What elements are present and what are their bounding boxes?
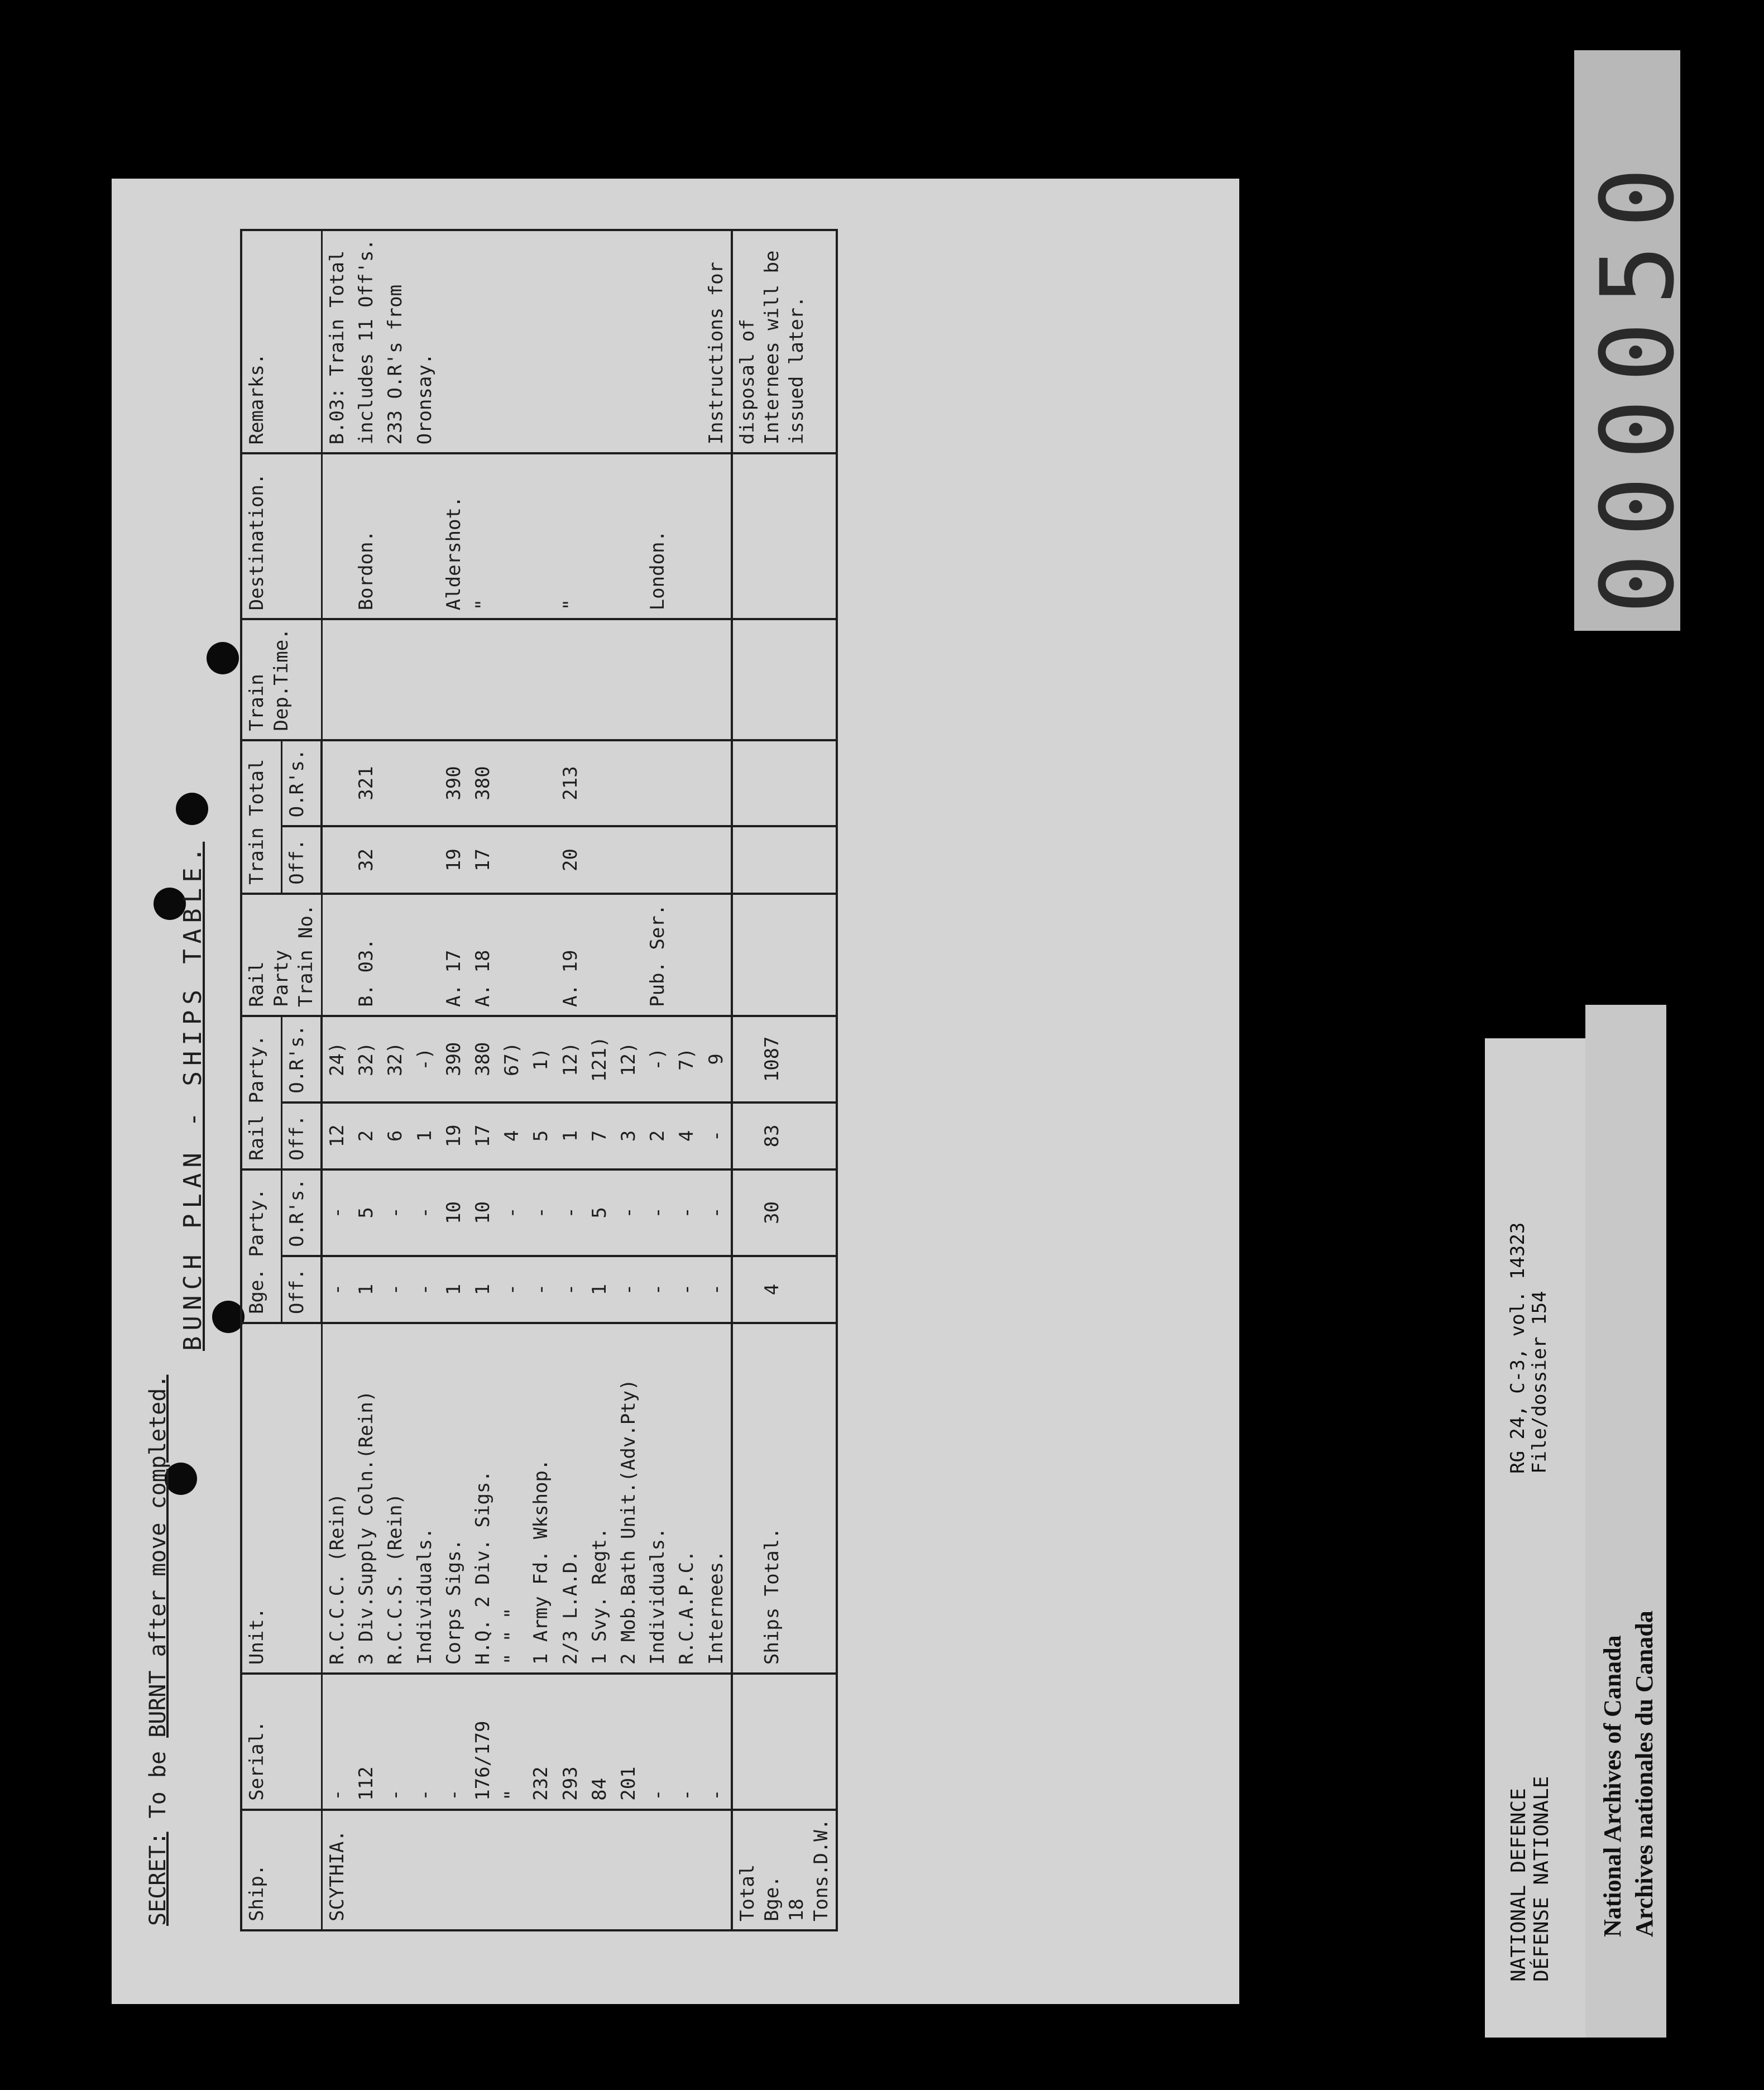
- cell-tt-off: [585, 826, 614, 893]
- table-row: [352, 230, 381, 1930]
- cell-unit: H.Q. 2 Div. Sigs.: [468, 1323, 497, 1674]
- cell-remarks: [468, 230, 497, 454]
- table-row: [497, 230, 526, 1930]
- cell-rail-or: 7): [672, 1016, 701, 1102]
- rotated-document: [89, 229, 1116, 1937]
- header-bge-party: Bge. Party.: [241, 1169, 281, 1323]
- cell-remarks: Instructions for: [702, 230, 732, 454]
- secret-notice: [145, 1375, 171, 1926]
- cell-bge-or: 10: [439, 1169, 468, 1256]
- cell-unit: Individuals.: [643, 1323, 672, 1674]
- cell-tt-or: [410, 740, 439, 827]
- cell-dep: [643, 619, 672, 740]
- table-row: [556, 230, 585, 1930]
- cell-unit: R.C.C.C. (Rein): [322, 1323, 352, 1674]
- cell-ship: [526, 1810, 555, 1930]
- cell-remarks: [672, 230, 701, 454]
- cell-unit: R.C.C.S. (Rein): [381, 1323, 410, 1674]
- cell-dest: ": [556, 454, 585, 620]
- cell-bge-off: -: [322, 1256, 352, 1323]
- cell-bge-or: 10: [468, 1169, 497, 1256]
- cell-bge-off: 1: [352, 1256, 381, 1323]
- table-row: [526, 230, 555, 1930]
- table-row: [468, 230, 497, 1930]
- table-row: [614, 230, 643, 1930]
- cell-bge-off: -: [614, 1256, 643, 1323]
- cell-dep: [702, 619, 732, 740]
- cell-rail-or: -): [410, 1016, 439, 1102]
- total-bge-or: 30: [732, 1169, 837, 1256]
- nd-label: [1507, 1776, 1554, 1982]
- cell-rail-off: 4: [497, 1102, 526, 1169]
- total-tt-off: [732, 826, 837, 893]
- cell-dep: [439, 619, 468, 740]
- cell-tt-or: 213: [556, 740, 585, 827]
- total-bge-off: 4: [732, 1256, 837, 1323]
- total-tt-or: [732, 740, 837, 827]
- cell-dep: [352, 619, 381, 740]
- cell-tt-or: [322, 740, 352, 827]
- cell-remarks: includes 11 Off's.: [352, 230, 381, 454]
- cell-rail-off: 17: [468, 1102, 497, 1169]
- cell-bge-off: -: [497, 1256, 526, 1323]
- cell-bge-or: -: [702, 1169, 732, 1256]
- total-ship: Total Bge. 18 Tons.D.W.: [732, 1810, 837, 1930]
- secret-burnt: BURNT: [145, 1670, 171, 1738]
- cell-bge-or: -: [410, 1169, 439, 1256]
- cell-tt-or: [702, 740, 732, 827]
- cell-dest: [702, 454, 732, 620]
- cell-train-no: [322, 894, 352, 1016]
- cell-dest: [322, 454, 352, 620]
- cell-ship: [352, 1810, 381, 1930]
- cell-remarks: [556, 230, 585, 454]
- cell-dep: [526, 619, 555, 740]
- archive-reference: [1507, 1223, 1551, 1474]
- table-row: [439, 230, 468, 1930]
- cell-unit: Internees.: [702, 1323, 732, 1674]
- cell-train-no: [381, 894, 410, 1016]
- total-rail-off: 83: [732, 1102, 837, 1169]
- cell-bge-off: 1: [585, 1256, 614, 1323]
- cell-rail-off: 3: [614, 1102, 643, 1169]
- cell-train-no: A. 19: [556, 894, 585, 1016]
- cell-rail-off: 6: [381, 1102, 410, 1169]
- cell-serial: -: [410, 1674, 439, 1810]
- table-row: [322, 230, 352, 1930]
- secret-rest: after move completed.: [145, 1374, 171, 1671]
- cell-serial: -: [381, 1674, 410, 1810]
- cell-remarks: [614, 230, 643, 454]
- cell-dest: [526, 454, 555, 620]
- cell-remarks: B.03: Train Total: [322, 230, 352, 454]
- cell-dep: [585, 619, 614, 740]
- cell-tt-off: [702, 826, 732, 893]
- cell-bge-or: -: [526, 1169, 555, 1256]
- header-unit: Unit.: [241, 1323, 322, 1674]
- cell-remarks: [643, 230, 672, 454]
- na-line1: National Archives of Canada: [1599, 1635, 1626, 1937]
- header-serial: Serial.: [241, 1674, 322, 1810]
- cell-bge-off: -: [556, 1256, 585, 1323]
- header-train-no: Rail Party Train No.: [241, 894, 322, 1016]
- na-line2: Archives nationales du Canada: [1631, 1610, 1658, 1937]
- header-destination: Destination.: [241, 454, 322, 620]
- cell-rail-off: 4: [672, 1102, 701, 1169]
- cell-bge-off: -: [643, 1256, 672, 1323]
- cell-rail-or: 32): [381, 1016, 410, 1102]
- cell-tt-or: [381, 740, 410, 827]
- cell-rail-off: 12: [322, 1102, 352, 1169]
- cell-tt-off: [614, 826, 643, 893]
- cell-unit: Corps Sigs.: [439, 1323, 468, 1674]
- cell-train-no: [702, 894, 732, 1016]
- nd-line2: DÉFENSE NATIONALE: [1530, 1776, 1554, 1982]
- cell-rail-or: 9: [702, 1016, 732, 1102]
- cell-serial: 201: [614, 1674, 643, 1810]
- secret-text: To be: [145, 1737, 171, 1832]
- cell-tt-or: [497, 740, 526, 827]
- cell-rail-or: 32): [352, 1016, 381, 1102]
- cell-rail-or: 24): [322, 1016, 352, 1102]
- cell-unit: " " ": [497, 1323, 526, 1674]
- cell-remarks: [439, 230, 468, 454]
- cell-unit: 1 Army Fd. Wkshop.: [526, 1323, 555, 1674]
- cell-serial: -: [672, 1674, 701, 1810]
- cell-serial: -: [643, 1674, 672, 1810]
- cell-tt-or: 390: [439, 740, 468, 827]
- cell-dest: [381, 454, 410, 620]
- cell-tt-off: 19: [439, 826, 468, 893]
- cell-rail-off: 1: [410, 1102, 439, 1169]
- cell-rail-off: 19: [439, 1102, 468, 1169]
- cell-ship: [497, 1810, 526, 1930]
- cell-ship: [702, 1810, 732, 1930]
- cell-dest: [497, 454, 526, 620]
- cell-serial: 84: [585, 1674, 614, 1810]
- header-ship: Ship.: [241, 1810, 322, 1930]
- cell-dep: [614, 619, 643, 740]
- cell-rail-or: 380: [468, 1016, 497, 1102]
- cell-dest: London.: [643, 454, 672, 620]
- cell-serial: -: [322, 1674, 352, 1810]
- cell-rail-or: 12): [556, 1016, 585, 1102]
- cell-ship: SCYTHIA.: [322, 1810, 352, 1930]
- cell-train-no: A. 17: [439, 894, 468, 1016]
- cell-rail-off: 7: [585, 1102, 614, 1169]
- total-train-no: [732, 894, 837, 1016]
- cell-dest: Bordon.: [352, 454, 381, 620]
- cell-unit: R.C.A.P.C.: [672, 1323, 701, 1674]
- cell-serial: -: [439, 1674, 468, 1810]
- header-tt-off: Off.: [281, 826, 322, 893]
- cell-bge-off: -: [672, 1256, 701, 1323]
- cell-serial: 176/179: [468, 1674, 497, 1810]
- cell-bge-off: 1: [439, 1256, 468, 1323]
- cell-rail-or: 121): [585, 1016, 614, 1102]
- total-serial: [732, 1674, 837, 1810]
- cell-ship: [468, 1810, 497, 1930]
- cell-bge-off: -: [702, 1256, 732, 1323]
- cell-serial: -: [702, 1674, 732, 1810]
- cell-train-no: [614, 894, 643, 1016]
- cell-rail-off: 5: [526, 1102, 555, 1169]
- cell-dep: [410, 619, 439, 740]
- cell-remarks: [526, 230, 555, 454]
- cell-dep: [556, 619, 585, 740]
- table-row: [585, 230, 614, 1930]
- total-rail-or: 1087: [732, 1016, 837, 1102]
- cell-rail-off: -: [702, 1102, 732, 1169]
- archive-ref-line1: RG 24, C-3, vol. 14323: [1507, 1222, 1529, 1474]
- cell-tt-or: [614, 740, 643, 827]
- cell-bge-or: 5: [352, 1169, 381, 1256]
- na-label: [1597, 1610, 1660, 1937]
- cell-tt-off: 32: [352, 826, 381, 893]
- cell-train-no: A. 18: [468, 894, 497, 1016]
- cell-train-no: [410, 894, 439, 1016]
- cell-serial: ": [497, 1674, 526, 1810]
- cell-tt-off: [643, 826, 672, 893]
- cell-unit: 2 Mob.Bath Unit.(Adv.Pty): [614, 1323, 643, 1674]
- cell-ship: [614, 1810, 643, 1930]
- header-rail-ors: O.R's.: [281, 1016, 322, 1102]
- archive-ref-line2: File/dossier 154: [1528, 1291, 1551, 1474]
- cell-bge-off: -: [381, 1256, 410, 1323]
- cell-rail-or: 12): [614, 1016, 643, 1102]
- cell-bge-or: -: [322, 1169, 352, 1256]
- header-bge-off: Off.: [281, 1256, 322, 1323]
- cell-ship: [381, 1810, 410, 1930]
- cell-rail-off: 2: [352, 1102, 381, 1169]
- total-remarks: disposal of Internees will be issued later.: [732, 230, 837, 454]
- cell-dest: [672, 454, 701, 620]
- secret-label: SECRET:: [145, 1832, 171, 1926]
- cell-tt-or: 380: [468, 740, 497, 827]
- cell-ship: [585, 1810, 614, 1930]
- table-body: [322, 230, 732, 1930]
- cell-train-no: Pub. Ser.: [643, 894, 672, 1016]
- table-row: [410, 230, 439, 1930]
- cell-dest: [585, 454, 614, 620]
- cell-train-no: [497, 894, 526, 1016]
- cell-unit: 1 Svy. Regt.: [585, 1323, 614, 1674]
- cell-remarks: Oronsay.: [410, 230, 439, 454]
- table-row: [643, 230, 672, 1930]
- cell-tt-or: 321: [352, 740, 381, 827]
- cell-remarks: [497, 230, 526, 454]
- header-remarks: Remarks.: [241, 230, 322, 454]
- header-bge-ors: O.R's.: [281, 1169, 322, 1256]
- cell-rail-or: 67): [497, 1016, 526, 1102]
- cell-unit: 2/3 L.A.D.: [556, 1323, 585, 1674]
- cell-tt-off: [322, 826, 352, 893]
- cell-dest: [614, 454, 643, 620]
- cell-serial: 232: [526, 1674, 555, 1810]
- cell-bge-off: -: [526, 1256, 555, 1323]
- cell-tt-or: [643, 740, 672, 827]
- cell-bge-or: 5: [585, 1169, 614, 1256]
- cell-remarks: [585, 230, 614, 454]
- cell-dep: [322, 619, 352, 740]
- cell-rail-or: -): [643, 1016, 672, 1102]
- nd-line1: NATIONAL DEFENCE: [1507, 1788, 1530, 1982]
- cell-bge-or: -: [556, 1169, 585, 1256]
- cell-dep: [381, 619, 410, 740]
- cell-tt-off: [672, 826, 701, 893]
- cell-train-no: [672, 894, 701, 1016]
- cell-tt-off: [497, 826, 526, 893]
- cell-tt-off: 17: [468, 826, 497, 893]
- cell-train-no: [585, 894, 614, 1016]
- header-dep-time: Train Dep.Time.: [241, 619, 322, 740]
- cell-tt-or: [672, 740, 701, 827]
- cell-ship: [439, 1810, 468, 1930]
- cell-bge-off: 1: [468, 1256, 497, 1323]
- cell-unit: 3 Div.Supply Coln.(Rein): [352, 1323, 381, 1674]
- cell-tt-off: [410, 826, 439, 893]
- header-train-total: Train Total: [241, 740, 281, 894]
- cell-bge-off: -: [410, 1256, 439, 1323]
- cell-bge-or: -: [614, 1169, 643, 1256]
- header-tt-ors: O.R's.: [281, 740, 322, 827]
- cell-rail-or: 1): [526, 1016, 555, 1102]
- cell-rail-or: 390: [439, 1016, 468, 1102]
- frame-number: 000050: [1580, 150, 1696, 614]
- cell-bge-or: -: [672, 1169, 701, 1256]
- cell-ship: [410, 1810, 439, 1930]
- cell-tt-off: [526, 826, 555, 893]
- cell-serial: 112: [352, 1674, 381, 1810]
- table-row: [702, 230, 732, 1930]
- total-dep: [732, 619, 837, 740]
- table-row: [381, 230, 410, 1930]
- cell-bge-or: -: [497, 1169, 526, 1256]
- cell-ship: [672, 1810, 701, 1930]
- cell-tt-or: [526, 740, 555, 827]
- cell-dep: [468, 619, 497, 740]
- cell-rail-off: 2: [643, 1102, 672, 1169]
- cell-tt-or: [585, 740, 614, 827]
- cell-dest: Aldershot.: [439, 454, 468, 620]
- total-dest: [732, 454, 837, 620]
- document-title: BUNCH PLAN - SHIPS TABLE.: [179, 841, 207, 1351]
- cell-ship: [643, 1810, 672, 1930]
- cell-serial: 293: [556, 1674, 585, 1810]
- total-unit: Ships Total.: [732, 1323, 837, 1674]
- total-row: [732, 230, 837, 1930]
- cell-unit: Individuals.: [410, 1323, 439, 1674]
- header-rail-off: Off.: [281, 1102, 322, 1169]
- cell-rail-off: 1: [556, 1102, 585, 1169]
- cell-train-no: [526, 894, 555, 1016]
- table-row: [672, 230, 701, 1930]
- cell-tt-off: 20: [556, 826, 585, 893]
- cell-bge-or: -: [643, 1169, 672, 1256]
- cell-dep: [497, 619, 526, 740]
- cell-remarks: 233 O.R's from: [381, 230, 410, 454]
- cell-dest: ": [468, 454, 497, 620]
- header-rail-party: Rail Party.: [241, 1016, 281, 1169]
- cell-bge-or: -: [381, 1169, 410, 1256]
- cell-ship: [556, 1810, 585, 1930]
- ships-table: [240, 229, 838, 1931]
- cell-tt-off: [381, 826, 410, 893]
- cell-train-no: B. 03.: [352, 894, 381, 1016]
- cell-dest: [410, 454, 439, 620]
- cell-dep: [672, 619, 701, 740]
